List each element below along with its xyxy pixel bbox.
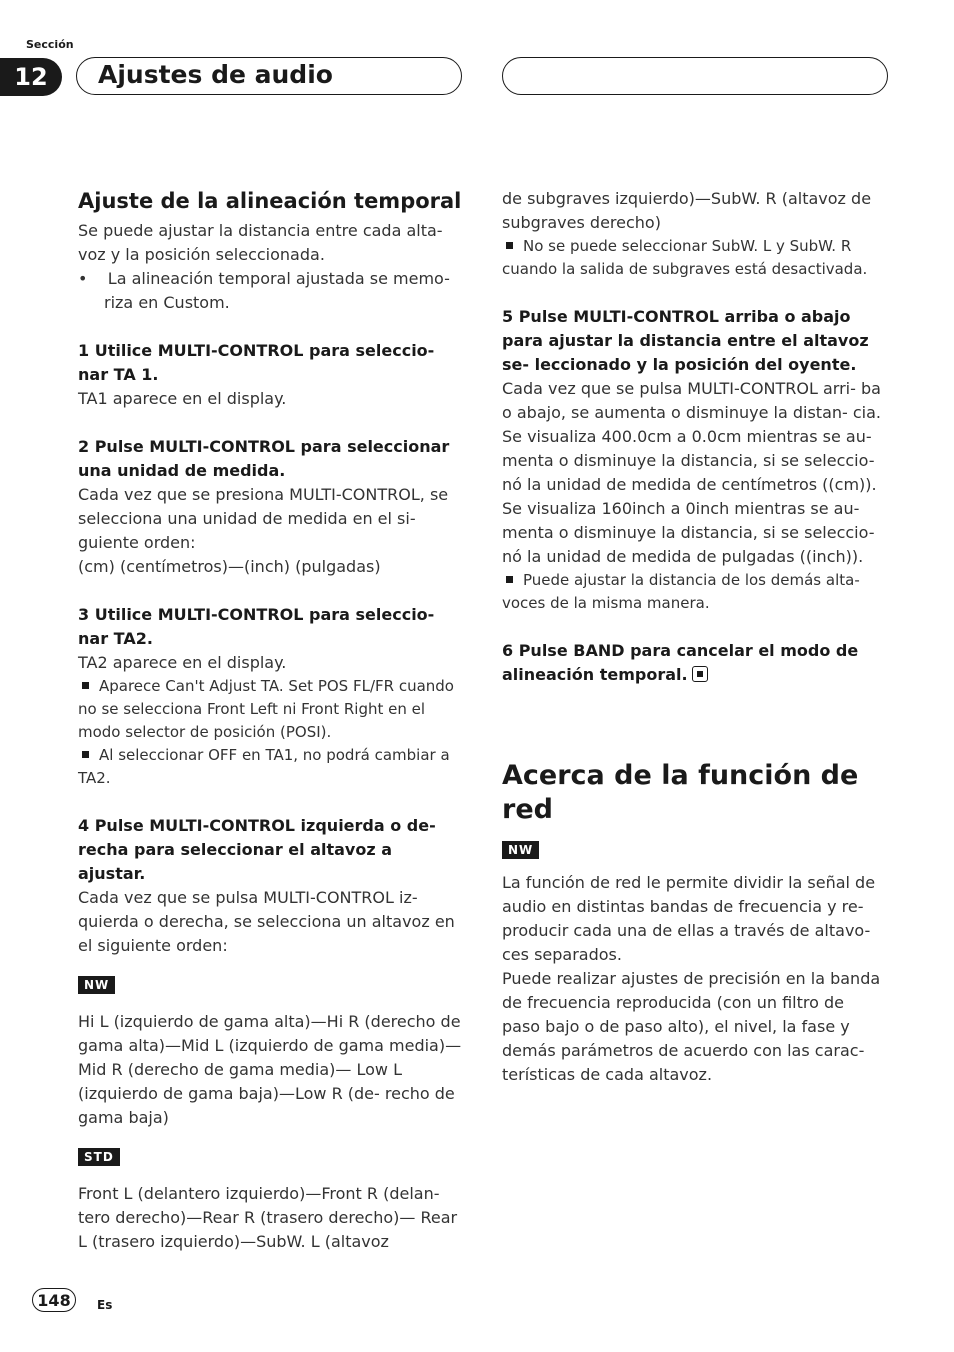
note-square-icon [506, 576, 513, 583]
bullet-text: La alineación temporal ajustada se memo- riza en Custom. [104, 269, 450, 312]
intro-text: Se puede ajustar la distancia entre cada alta- voz y la posición seleccionada. [78, 221, 443, 264]
note-item [78, 675, 462, 744]
step-5-title: 5 Pulse MULTI-CONTROL arriba o abajo para ajustar la distancia entre el altavoz se- leccionado y la posición del oyente. [502, 307, 869, 374]
right-column [502, 187, 886, 1087]
step-2-order: (cm) (centímetros)—(inch) (pulgadas) [78, 557, 381, 576]
step-5-body-3: Se visualiza 160inch a 0inch mientras se au- menta o disminuye la distancia, si se seleccio- nó la unidad de medida de pulgadas ((inch)). [502, 499, 875, 566]
language-code: Es [97, 1298, 113, 1312]
step-6-title-line [502, 639, 886, 687]
step-5-body-2: Se visualiza 400.0cm a 0.0cm mientras se au- menta o disminuye la distancia, si se seleccio- nó la unidad de medida de centímetros ((cm)). [502, 427, 877, 494]
network-para-1: La función de red le permite dividir la señal de audio en distintas bandas de frecuencia y re- producir cada una de ellas a través de altavo- ces separados. [502, 873, 876, 964]
section-title: Ajustes de audio [98, 60, 333, 89]
step-5-note: Puede ajustar la distancia de los demás alta- voces de la misma manera. [502, 571, 860, 612]
network-para-2: Puede realizar ajustes de precisión en la banda de frecuencia reproducida (con un filtro de paso bajo o de paso alto), el nivel, la fase y demás parámetros de acuerdo con las carac- terísticas de cada altavoz. [502, 969, 881, 1084]
page-number: 148 [32, 1288, 76, 1312]
bullet-item: • La alineación temporal ajustada se memo- riza en Custom. [78, 269, 450, 312]
step-3-body: TA2 aparece en el display. [78, 653, 287, 672]
std-order: Front L (delantero izquierdo)—Front R (delan- tero derecho)—Rear R (trasero derecho)— Rear L (trasero izquierdo)—SubW. L (altavoz [78, 1184, 458, 1251]
section-number: 12 [0, 58, 62, 96]
header-right-frame [502, 57, 888, 95]
nw-badge-2: NW [502, 841, 539, 859]
step-1-title: 1 Utilice MULTI-CONTROL para seleccio- nar TA 1. [78, 341, 435, 384]
step-2-title: 2 Pulse MULTI-CONTROL para seleccionar una unidad de medida. [78, 437, 450, 480]
end-marker-icon [692, 666, 708, 682]
continued-text: de subgraves izquierdo)—SubW. R (altavoz de subgraves derecho) [502, 189, 872, 232]
step-5-body-1: Cada vez que se pulsa MULTI-CONTROL arri- ba o abajo, se aumenta o disminuye la distan- cia. [502, 379, 881, 422]
step-4-title: 4 Pulse MULTI-CONTROL izquierda o de- recha para seleccionar el altavoz a ajustar. [78, 816, 436, 883]
std-badge: STD [78, 1148, 120, 1166]
step-4-body: Cada vez que se pulsa MULTI-CONTROL iz- quierda o derecha, se selecciona un altavoz en el siguiente orden: [78, 888, 455, 955]
section-label: Sección [26, 38, 74, 51]
step-3-title: 3 Utilice MULTI-CONTROL para seleccio- nar TA2. [78, 605, 435, 648]
section-heading-2: Acerca de la función de red [502, 760, 859, 825]
left-column [78, 187, 462, 1254]
note-item [502, 569, 886, 615]
step-3-note-1: Aparece Can't Adjust TA. Set POS FL/FR cuando no se selecciona Front Left ni Front Right en el modo selector de posición (POSI). [78, 677, 454, 741]
note-square-icon [506, 242, 513, 249]
note-square-icon [82, 751, 89, 758]
section-heading: Ajuste de la alineación temporal [78, 189, 462, 213]
note-square-icon [82, 682, 89, 689]
nw-order: Hi L (izquierdo de gama alta)—Hi R (derecho de gama alta)—Mid L (izquierdo de gama media)—Mid R (derecho de gama media)— Low L (izquierdo de gama baja)—Low R (de- recho de gama baja) [78, 1012, 462, 1127]
step-1-body: TA1 aparece en el display. [78, 389, 287, 408]
continued-note: No se puede seleccionar SubW. L y SubW. R cuando la salida de subgraves está desactivada. [502, 237, 868, 278]
step-2-body: Cada vez que se presiona MULTI-CONTROL, se selecciona una unidad de medida en el si- guiente orden: [78, 485, 449, 552]
step-3-note-2: Al seleccionar OFF en TA1, no podrá cambiar a TA2. [78, 746, 450, 787]
note-item [78, 744, 462, 790]
step-6-title: 6 Pulse BAND para cancelar el modo de alineación temporal. [502, 641, 859, 684]
note-item [502, 235, 886, 281]
nw-badge: NW [78, 976, 115, 994]
